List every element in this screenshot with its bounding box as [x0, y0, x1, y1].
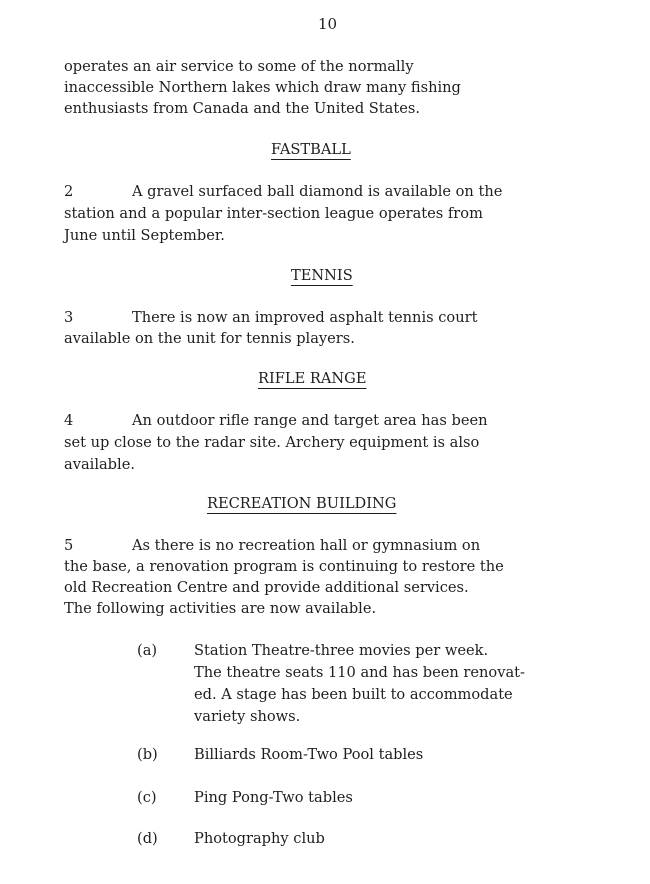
paragraph-line: available on the unit for tennis players. [64, 330, 355, 347]
paragraph-line: the base, a renovation program is continuing to restore the [64, 558, 504, 575]
paragraph-number: 3 [64, 309, 74, 326]
paragraph-line: 5 As there is no recreation hall or gymnasium on [64, 537, 481, 554]
paragraph-line: available. [64, 456, 135, 473]
paragraph-line: old Recreation Centre and provide additional services. [64, 579, 469, 596]
list-item-line: ed. A stage has been built to accommodate [194, 686, 513, 703]
paragraph-line: 3 There is now an improved asphalt tennis court [64, 309, 478, 326]
list-item-label: (d) [137, 830, 158, 847]
list-item-line: The theatre seats 110 and has been renovat- [194, 664, 525, 681]
paragraph-line: 4 An outdoor rifle range and target area has been [64, 412, 488, 429]
section-heading: RECREATION BUILDING [207, 495, 397, 512]
section-heading: FASTBALL [271, 141, 351, 158]
paragraph-line: enthusiasts from Canada and the United States. [64, 100, 420, 117]
section-heading: TENNIS [291, 267, 353, 284]
page-number: 10 [318, 15, 338, 33]
paragraph-line: June until September. [64, 227, 225, 244]
paragraph-number: 5 [64, 537, 74, 554]
paragraph-line: operates an air service to some of the normally [64, 58, 414, 75]
paragraph-line: 2 A gravel surfaced ball diamond is available on the [64, 183, 503, 200]
list-item-line: variety shows. [194, 708, 301, 725]
list-item-line: Billiards Room-Two Pool tables [194, 746, 424, 763]
paragraph-number: 2 [64, 183, 74, 200]
list-item-line: Photography club [194, 830, 325, 847]
list-item-label: (a) [137, 642, 158, 659]
paragraph-line: The following activities are now available. [64, 600, 377, 617]
paragraph-line: set up close to the radar site. Archery equipment is also [64, 434, 480, 451]
list-item-label: (c) [137, 789, 157, 806]
paragraph-number: 4 [64, 412, 74, 429]
list-item-label: (b) [137, 746, 158, 763]
section-heading: RIFLE RANGE [258, 370, 367, 387]
paragraph-line: inaccessible Northern lakes which draw many fishing [64, 79, 461, 96]
list-item-line: Ping Pong-Two tables [194, 789, 353, 806]
list-item-line: Station Theatre-three movies per week. [194, 642, 489, 659]
paragraph-line: station and a popular inter-section league operates from [64, 205, 483, 222]
